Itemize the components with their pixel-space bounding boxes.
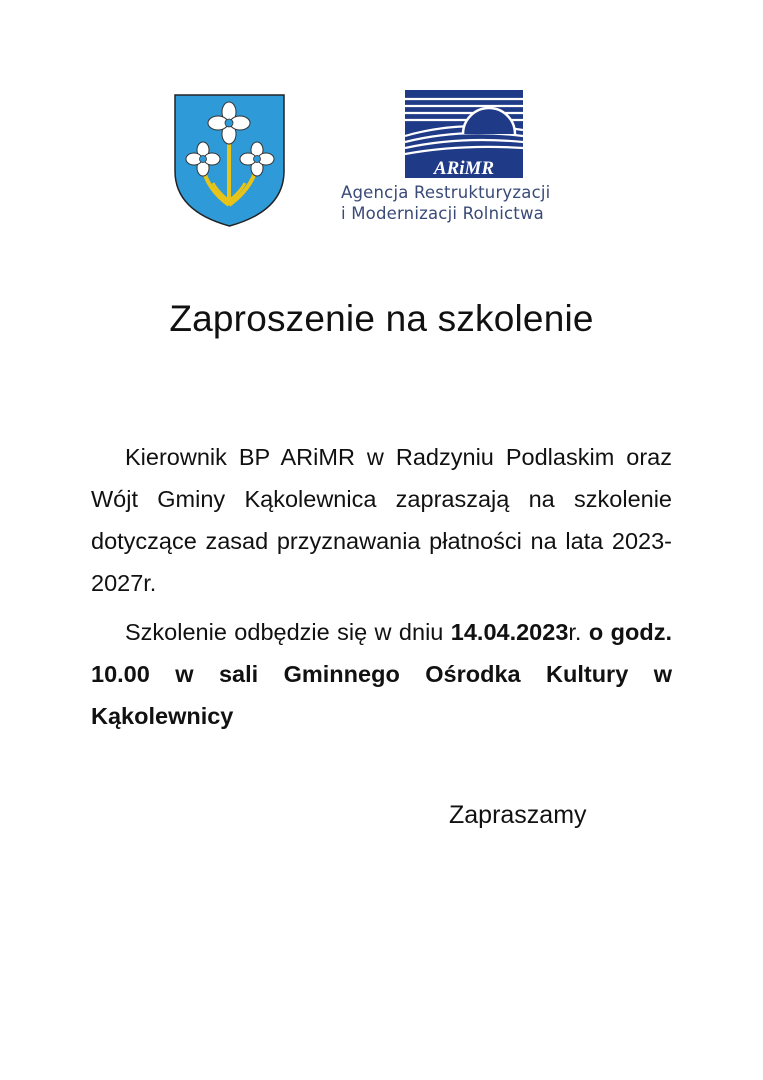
- training-date: 14.04.2023: [450, 619, 569, 645]
- closing-text: Zapraszamy: [449, 801, 587, 829]
- agency-name-line2: i Modernizacji Rolnictwa: [341, 204, 544, 223]
- training-time-place: o godz. 10.00 w sali Gminnego Ośrodka Kultury w Kąkolewnicy: [91, 619, 672, 729]
- arimr-mark-text: ARiMR: [433, 158, 495, 178]
- arimr-mark-icon: [405, 90, 523, 178]
- details-intro: Szkolenie odbędzie się w dniu: [125, 619, 451, 645]
- paragraph-invitation: Kierownik BP ARiMR w Radzyniu Podlaskim oraz Wójt Gminy Kąkolewnica zapraszają na szkolenie dotyczące zasad przyznawania płatności na lata 2023-2027r.: [91, 444, 672, 596]
- agency-name-line1: Agencja Restrukturyzacji: [341, 183, 551, 202]
- agency-name: [341, 182, 591, 224]
- coat-of-arms-logo: [173, 93, 286, 228]
- paragraph-details: [91, 611, 672, 737]
- date-suffix: r.: [568, 619, 582, 645]
- page-title: Zaproszenie na szkolenie: [169, 298, 594, 339]
- agency-logo: [341, 90, 591, 235]
- invitation-body: [91, 436, 672, 737]
